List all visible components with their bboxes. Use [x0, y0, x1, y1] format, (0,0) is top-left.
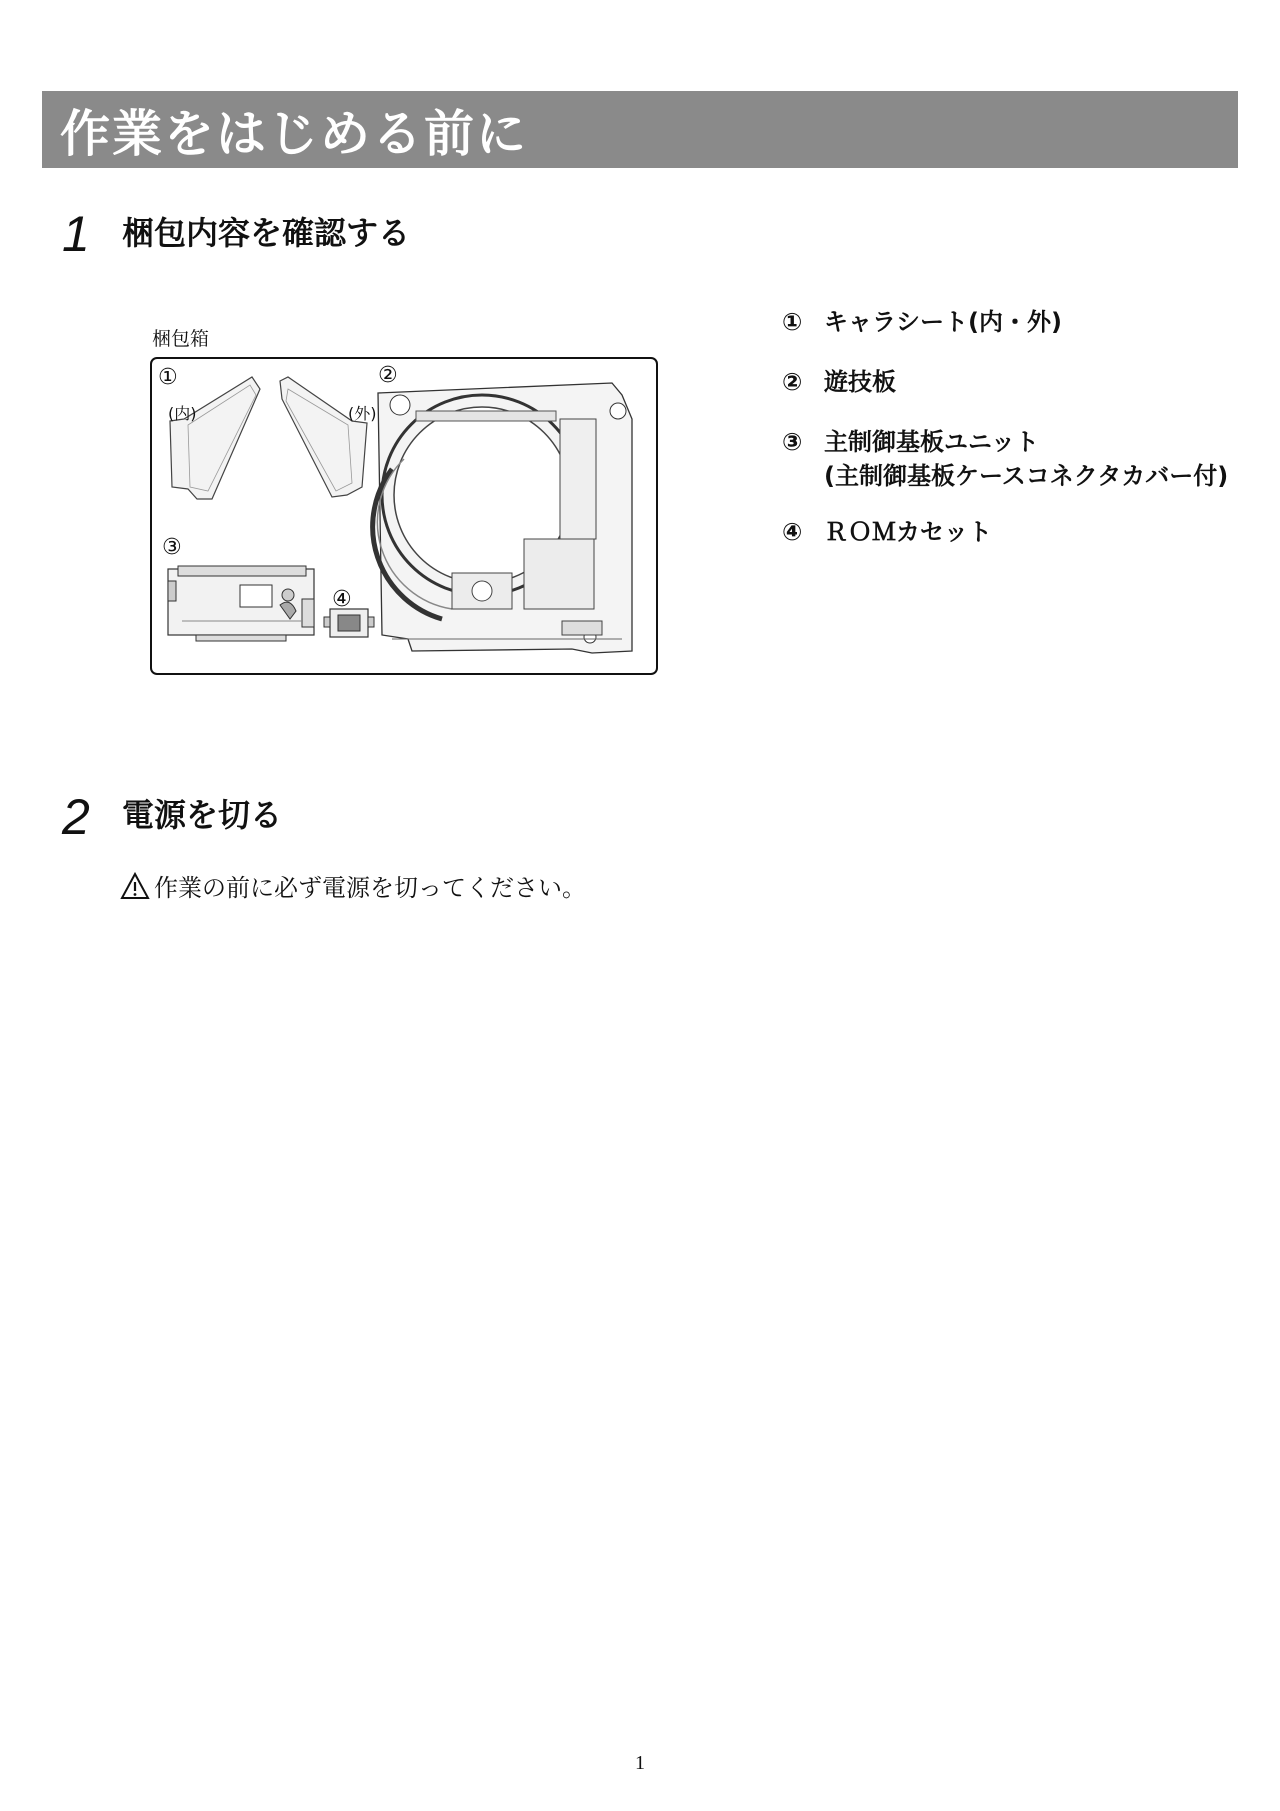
- figure-label-2: ②: [378, 363, 398, 388]
- game-board-icon: [373, 383, 632, 653]
- item-text: 主制御基板ユニット: [824, 428, 1040, 456]
- item-text: ＲＯＭカセット: [824, 518, 992, 546]
- page-header: [42, 91, 1238, 168]
- item-subtext: (主制御基板ケースコネクタカバー付): [824, 462, 1229, 490]
- rom-cassette-icon: [324, 609, 374, 637]
- package-contents-illustration: [152, 359, 660, 677]
- page-title: 作業をはじめる前に: [60, 104, 528, 163]
- list-item: [782, 365, 1252, 399]
- section-2-title: 電源を切る: [122, 796, 283, 834]
- chara-sheet-outer-icon: [280, 377, 367, 497]
- section-1-title: 梱包内容を確認する: [122, 214, 411, 252]
- warning-text: 作業の前に必ず電源を切ってください。: [154, 874, 586, 902]
- figure-label-3: ③: [162, 535, 182, 560]
- figure-label-outer: (外): [348, 404, 377, 423]
- box-label: 梱包箱: [152, 328, 210, 350]
- item-text: 遊技板: [824, 368, 896, 396]
- item-number: ③: [782, 428, 803, 456]
- list-item: [782, 515, 1252, 549]
- list-item: [782, 425, 1252, 493]
- list-item: [782, 305, 1252, 339]
- section-1-number: 1: [62, 206, 90, 262]
- item-text-group: [824, 425, 1228, 493]
- package-contents-list: [782, 305, 1252, 575]
- chara-sheet-inner-icon: [170, 377, 260, 499]
- figure-label-1: ①: [158, 365, 178, 390]
- page-number: 1: [635, 1752, 645, 1774]
- warning-icon: [120, 872, 150, 900]
- item-number: ②: [782, 368, 803, 396]
- main-control-board-unit-icon: [168, 566, 314, 641]
- item-text: キャラシート(内・外): [824, 308, 1062, 336]
- item-number: ①: [782, 308, 803, 336]
- figure-label-4: ④: [332, 587, 352, 612]
- item-number: ④: [782, 518, 803, 546]
- package-contents-figure: [150, 357, 658, 675]
- warning-note: [120, 868, 586, 903]
- section-2-number: 2: [62, 789, 90, 845]
- figure-label-inner: (内): [168, 404, 197, 423]
